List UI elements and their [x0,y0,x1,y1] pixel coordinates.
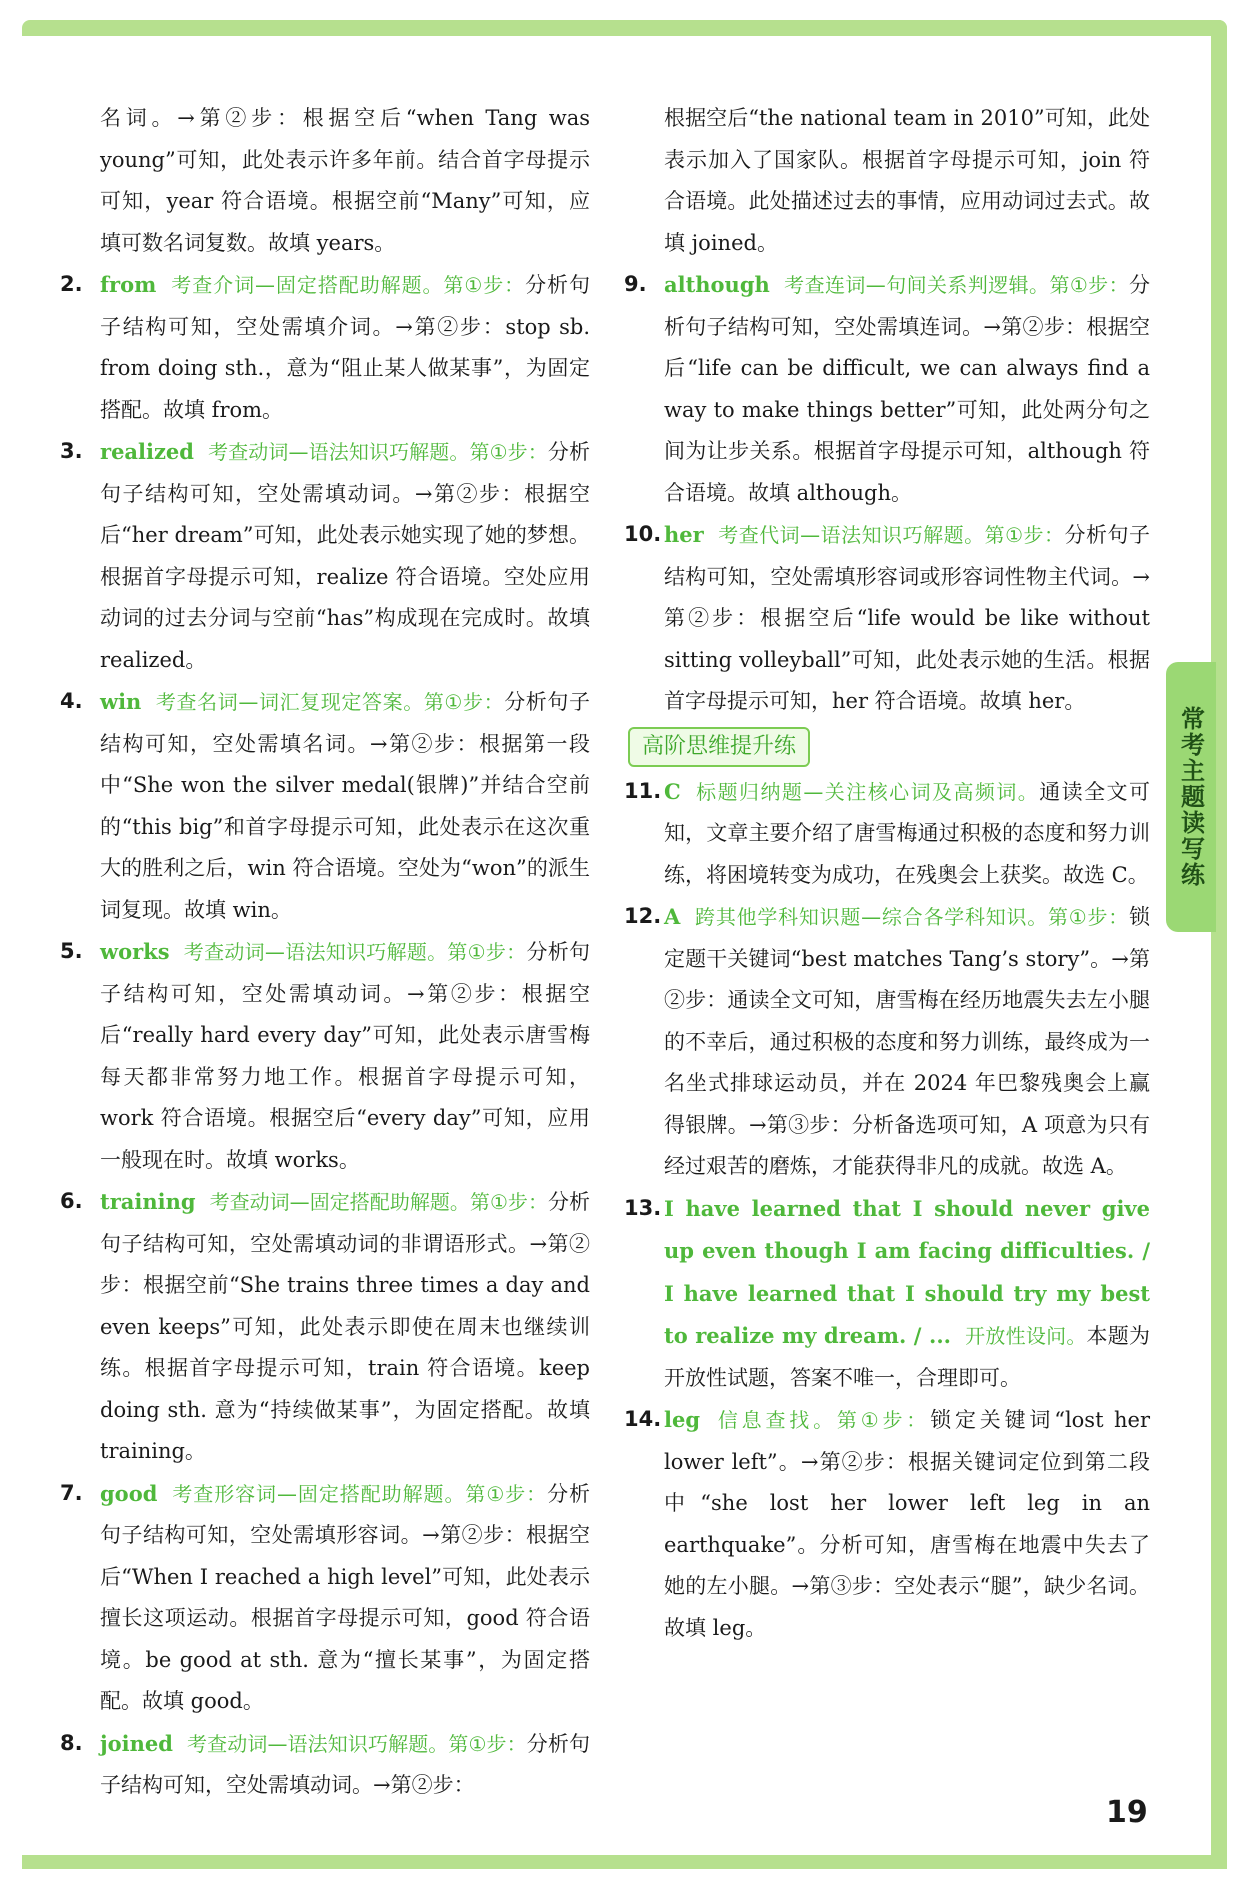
answer-item [624,771,1150,897]
answer-item [624,514,1150,723]
answer-item [624,1399,1150,1649]
answer-item [60,681,590,931]
answer-key: although [664,272,770,297]
answer-item [60,1723,590,1807]
question-type-tag: 跨其他学科知识题—综合各学科知识。第①步： [694,905,1129,929]
question-type-tag: 考查形容词—固定搭配助解题。第①步： [171,1481,548,1506]
explanation-text: 分析句子结构可知，空处需填介词。→第②步：stop sb. from doing sth.，意为“阻止某人做某事”，为固定搭配。故填 from。 [100,273,590,422]
answer-key: training [100,1189,196,1214]
explanation-text: 通读全文可知，文章主要介绍了唐雪梅通过积极的态度和努力训练，将困境转变为成功，在残奥会上获奖。故选 C。 [664,779,1151,887]
explanation-text: 分析句子结构可知，空处需填动词。→第②步： [100,1731,590,1797]
answer-key: realized [100,439,194,464]
question-type-tag: 考查连词—句间关系判逻辑。第①步： [783,273,1129,297]
page-frame-top [22,20,1227,36]
question-type-tag: 考查动词—语法知识巧解题。第①步： [183,940,527,964]
explanation-text: 分析句子结构可知，空处需填动词。→第②步：根据空后“her dream”可知，此处表示她实现了她的梦想。根据首字母提示可知，realize 符合语境。空处应用动词的过去分词与空前“has”构成现在完成时。故填 realized。 [100,440,591,672]
answer-key: leg [664,1407,701,1432]
explanation-text: 分析句子结构可知，空处需填名词。→第②步：根据第一段中“She won the silver medal(银牌)”并结合空前的“this big”和首字母提示可知，此处表示在这次重大的胜利之后，win 符合语境。空处为“won”的派生词复现。故填 win。 [100,690,591,922]
answer-item [60,1181,590,1473]
answer-number: 7. [60,1480,83,1505]
side-tab-label: 常考主题读写练 [1176,706,1205,888]
answer-number: 3. [60,439,83,463]
left-column [60,98,590,1807]
answer-number: 11. [624,778,662,803]
explanation-text: 本题为开放性试题，答案不唯一，合理即可。 [664,1324,1151,1390]
question-type-tag: 考查代词—语法知识巧解题。第①步： [717,523,1065,547]
question-type-tag: 考查动词—语法知识巧解题。第①步： [207,440,548,464]
answer-key: C [664,778,681,804]
answer-number: 12. [624,904,662,928]
answer-item [624,264,1150,514]
answer-item [60,431,590,681]
page-number: 19 [1106,1795,1148,1830]
right-column [624,98,1150,1649]
answer-continuation: 名词。→第②步：根据空后“when Tang was young”可知，此处表示许多年前。结合首字母提示可知，year 符合语境。根据空前“Many”可知，应填可数名词复数。故填 years。 [100,106,590,255]
page-frame-bottom [22,1855,1227,1869]
question-type-tag: 开放性设问。 [964,1324,1087,1348]
answer-item [624,896,1150,1188]
explanation-text: 锁定题干关键词“best matches Tang’s story”。→第②步：通读全文可知，唐雪梅在经历地震失去左小腿的不幸后，通过积极的态度和努力训练，最终成为一名坐式排球运动员，并在 2024 年巴黎残奥会上赢得银牌。→第③步：分析备选项可知，A 项意为只有经过艰苦的磨炼，才能获得非凡的成就。故选 A。 [664,905,1150,1178]
left-answer-list [60,264,590,1807]
page-frame-right [1211,20,1227,1860]
explanation-text: 分析句子结构可知，空处需填形容词或形容词性物主代词。→第②步：根据空后“life would be like without sitting volleyball”可知，此处表示她的生活。根据首字母提示可知，her 符合语境。故填 her。 [664,523,1150,713]
answer-continuation: 根据空后“the national team in 2010”可知，此处表示加入了国家队。根据首字母提示可知，join 符合语境。此处描述过去的事情，应用动词过去式。故填 joined。 [664,106,1150,255]
question-type-tag: 考查名词—词汇复现定答案。第①步： [155,690,505,714]
answer-item [60,264,590,431]
answer-number: 13. [624,1195,662,1220]
answer-item [60,1473,590,1723]
answer-key: win [100,689,142,714]
explanation-text: 锁定关键词“lost her lower left”。→第②步：根据关键词定位到第二段中“she lost her lower left leg in an earthquake”。分析可知，唐雪梅在地震中失去了她的左小腿。→第③步：空处表示“腿”，缺少名词。故填 leg。 [664,1408,1150,1640]
answer-key: from [100,272,157,297]
question-type-tag: 标题归纳题—关注核心词及高频词。 [694,779,1040,804]
answer-key: works [100,939,170,964]
answer-number: 8. [60,1730,83,1755]
answer-number: 6. [60,1189,83,1213]
answer-number: 9. [624,272,647,296]
page-frame-corner [1178,36,1211,66]
advanced-answer-list [624,771,1150,1650]
explanation-text: 分析句子结构可知，空处需填连词。→第②步：根据空后“life can be difficult, we can always find a way to make things better”可知，此处两分句之间为让步关系。根据首字母提示可知，although 符合语境。故填 although。 [664,273,1150,505]
answer-item [60,931,590,1181]
answer-number: 5. [60,939,83,963]
answer-key: joined [100,1730,173,1756]
answer-number: 10. [624,522,662,546]
answer-key: I have learned that I should never give up even though I am facing difficulties. / I have learned that I should try my best to realize my dream. / ... [664,1195,1150,1348]
answer-key: good [100,1480,158,1506]
answer-key: her [664,522,704,547]
section-header: 高阶思维提升练 [628,727,810,767]
right-answer-list [624,264,1150,723]
explanation-text: 分析句子结构可知，空处需填动词的非谓语形式。→第②步：根据空前“She trains three times a day and even keeps”可知，此处表示即使在周末也继续训练。根据首字母提示可知，train 符合语境。keep doing sth. 意为“持续做某事”，为固定搭配。故填 training。 [100,1190,590,1463]
explanation-text: 分析句子结构可知，空处需填形容词。→第②步：根据空后“When I reached a high level”可知，此处表示擅长这项运动。根据首字母提示可知，good 符合语境。be good at sth. 意为“擅长某事”，为固定搭配。故填 good。 [100,1481,590,1713]
question-type-tag: 考查动词—固定搭配助解题。第①步： [209,1190,548,1214]
answer-number: 4. [60,689,83,713]
answer-number: 2. [60,272,83,296]
question-type-tag: 考查动词—语法知识巧解题。第①步： [186,1731,527,1756]
answer-number: 14. [624,1407,662,1431]
answer-key: A [664,904,681,929]
explanation-text: 分析句子结构可知，空处需填动词。→第②步：根据空后“really hard every day”可知，此处表示唐雪梅每天都非常努力地工作。根据首字母提示可知，work 符合语境。根据空后“every day”可知，应用一般现在时。故填 works。 [100,940,591,1172]
answer-item [624,1188,1150,1400]
question-type-tag: 考查介词—固定搭配助解题。第①步： [170,273,526,297]
side-tab [1166,662,1216,932]
question-type-tag: 信息查找。第①步： [714,1408,931,1432]
